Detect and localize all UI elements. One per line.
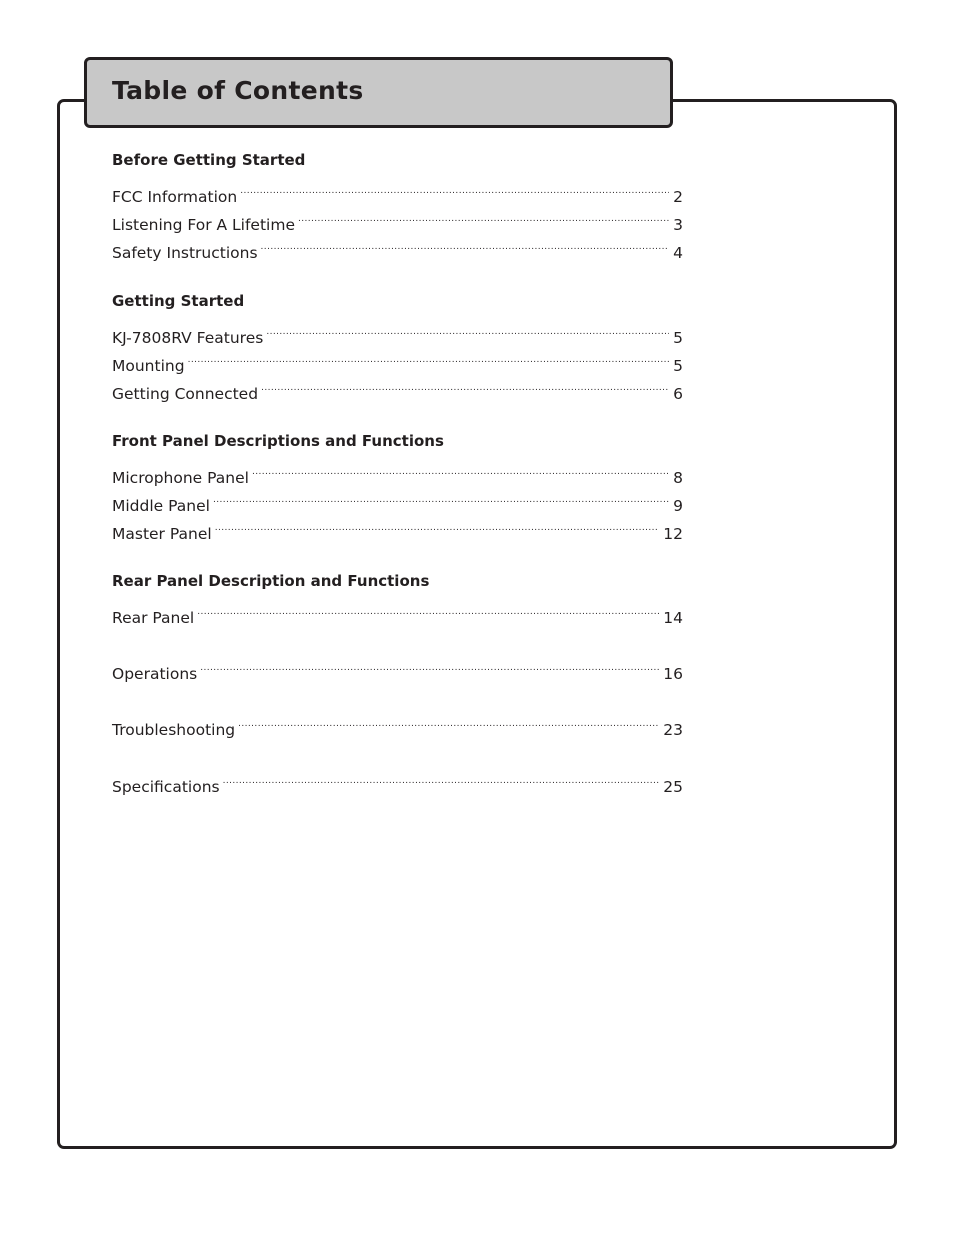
toc-entry-page: 9 (673, 497, 683, 515)
toc-entry-label: Troubleshooting (112, 721, 236, 739)
toc-entry-page: 3 (673, 216, 683, 234)
toc-entry-label: Rear Panel (112, 609, 195, 627)
toc-entry-page: 6 (673, 385, 683, 403)
section-heading: Before Getting Started (112, 151, 306, 169)
toc-entry[interactable] (112, 483, 683, 515)
dot-leader (252, 455, 669, 483)
toc-entry[interactable] (112, 371, 683, 403)
toc-entry[interactable] (112, 315, 683, 347)
title-tab (84, 57, 673, 128)
toc-entry[interactable] (112, 174, 683, 206)
toc-entry-label: Microphone Panel (112, 469, 249, 487)
toc-entry[interactable] (112, 230, 683, 262)
dot-leader (261, 371, 669, 399)
toc-entry-page: 4 (673, 244, 683, 262)
toc-entry-page: 12 (663, 525, 683, 543)
dot-leader (261, 230, 670, 258)
section-heading: Getting Started (112, 292, 245, 310)
dot-leader (298, 202, 669, 230)
toc-entry[interactable] (112, 343, 683, 375)
toc-entry[interactable] (112, 202, 683, 234)
toc-entry-label: KJ-7808RV Features (112, 329, 264, 347)
toc-entry-label: Safety Instructions (112, 244, 258, 262)
toc-entry-page: 5 (673, 357, 683, 375)
toc-entry[interactable] (112, 651, 683, 683)
dot-leader (188, 343, 670, 371)
dot-leader (238, 707, 659, 735)
page-title: Table of Contents (112, 76, 364, 105)
toc-entry-label: Middle Panel (112, 497, 210, 515)
toc-entry[interactable] (112, 764, 683, 796)
toc-entry-page: 14 (663, 609, 683, 627)
section-heading: Front Panel Descriptions and Functions (112, 432, 444, 450)
toc-entry-label: Mounting (112, 357, 185, 375)
toc-entry-label: Listening For A Lifetime (112, 216, 295, 234)
dot-leader (240, 174, 669, 202)
dot-leader (223, 764, 660, 792)
toc-entry-page: 2 (673, 188, 683, 206)
dot-leader (213, 483, 669, 511)
toc-entry-label: Master Panel (112, 525, 212, 543)
toc-entry[interactable] (112, 455, 683, 487)
toc-entry[interactable] (112, 595, 683, 627)
dot-leader (200, 651, 659, 679)
toc-entry-label: Specifications (112, 778, 220, 796)
toc-entry-label: Operations (112, 665, 198, 683)
toc-entry-label: FCC Information (112, 188, 238, 206)
dot-leader (215, 511, 660, 539)
section-heading: Rear Panel Description and Functions (112, 572, 430, 590)
toc-entry-page: 23 (663, 721, 683, 739)
toc-entry[interactable] (112, 511, 683, 543)
dot-leader (197, 595, 659, 623)
toc-entry-page: 5 (673, 329, 683, 347)
toc-entry-label: Getting Connected (112, 385, 259, 403)
toc-entry[interactable] (112, 707, 683, 739)
dot-leader (266, 315, 669, 343)
toc-entry-page: 8 (673, 469, 683, 487)
toc-entry-page: 16 (663, 665, 683, 683)
toc-entry-page: 25 (663, 778, 683, 796)
